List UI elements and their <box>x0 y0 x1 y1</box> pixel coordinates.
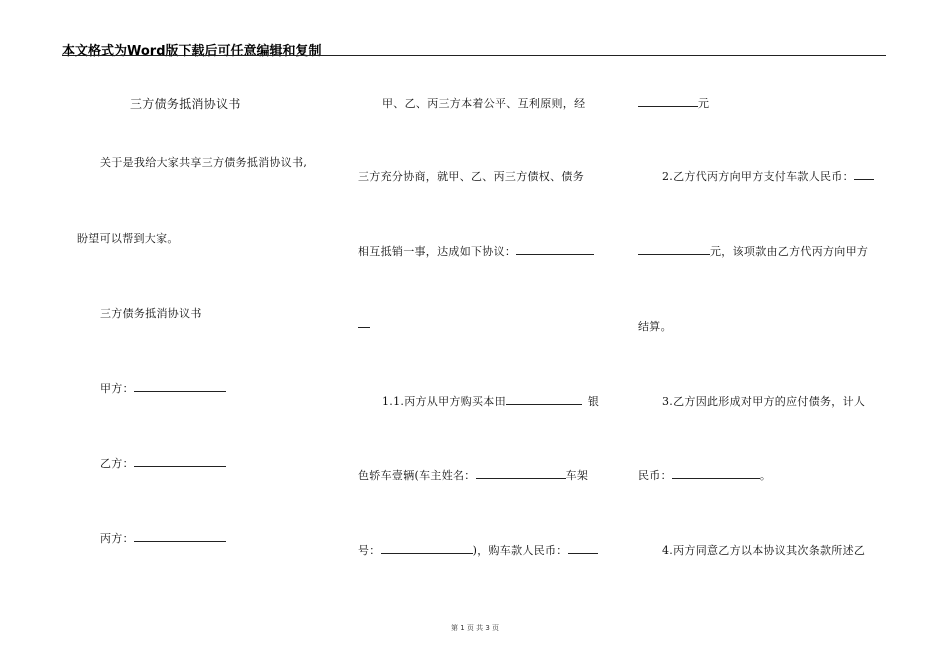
col3-line-2 <box>662 168 874 184</box>
col2-line-6-blank <box>476 469 566 479</box>
intro-line-2: 盼望可以帮到大家。 <box>77 232 179 245</box>
party-c-line <box>100 530 226 546</box>
col2-line-3 <box>358 243 594 259</box>
col2-line-3-text: 相互抵销一事，达成如下协议： <box>358 245 517 258</box>
header-divider <box>62 55 886 56</box>
col3-line-7: 4.丙方同意乙方以本协议其次条款所述乙 <box>662 544 866 557</box>
agreement-subtitle: 三方债务抵消协议书 <box>100 307 202 320</box>
col2-line-6 <box>358 467 588 483</box>
col2-line-7-tail: )，购车款人民币： <box>472 544 568 557</box>
party-c-label: 丙方： <box>100 532 134 545</box>
col3-line-3-text: 元，该项款由乙方代丙方向甲方 <box>710 245 869 258</box>
col2-line-7-text: 号： <box>358 544 381 557</box>
col2-line-2: 三方充分协商，就甲、乙、丙三方债权、债务 <box>358 170 584 183</box>
col3-line-2-text: 2.乙方代丙方向甲方支付车款人民币： <box>662 170 854 183</box>
col3-line-6-tail: 。 <box>759 469 772 482</box>
col2-line-5 <box>382 393 599 409</box>
party-c-blank <box>134 532 226 542</box>
page-number: 第 1 页 共 3 页 <box>450 624 500 632</box>
party-b-blank <box>134 457 226 467</box>
col3-line-3-blank <box>638 245 710 255</box>
intro-line-1: 关于是我给大家共享三方债务抵消协议书, <box>100 156 308 169</box>
col3-line-3 <box>638 243 868 259</box>
col3-line-6-text: 民币： <box>638 469 672 482</box>
party-a-blank <box>134 382 226 392</box>
col2-line-7-blank-2 <box>568 544 598 554</box>
col2-line-7-blank <box>381 544 473 554</box>
col3-line-1 <box>638 95 709 111</box>
party-a-label: 甲方： <box>100 382 134 395</box>
document-title: 三方债务抵消协议书 <box>130 97 241 111</box>
col2-line-3-blank <box>516 245 594 255</box>
col2-line-6-tail: 车架 <box>565 469 589 482</box>
col3-line-4: 结算。 <box>638 320 672 333</box>
col2-line-4 <box>358 318 370 331</box>
col3-line-2-blank <box>854 170 874 180</box>
col2-line-5-tail: 银 <box>587 395 600 408</box>
col3-line-1-text: 元 <box>698 97 710 110</box>
col2-line-1: 甲、乙、丙三方本着公平、互利原则，经 <box>382 97 586 110</box>
party-b-label: 乙方： <box>100 457 134 470</box>
document-header-title: 本文格式为Word版下载后可任意编辑和复制 <box>62 44 322 59</box>
col2-line-6-text: 色轿车壹辆(车主姓名： <box>358 469 476 482</box>
col3-line-5: 3.乙方因此形成对甲方的应付债务，计人 <box>662 395 866 408</box>
party-b-line <box>100 455 226 471</box>
col3-line-6 <box>638 467 771 483</box>
party-a-line <box>100 380 226 396</box>
col2-line-7 <box>358 542 598 558</box>
col2-line-5-text: 1.1.丙方从甲方购买本田 <box>382 395 506 408</box>
col3-line-1-blank <box>638 97 698 107</box>
col3-line-6-blank <box>672 469 760 479</box>
col2-line-4-blank <box>358 318 370 328</box>
col2-line-5-blank <box>506 395 582 405</box>
